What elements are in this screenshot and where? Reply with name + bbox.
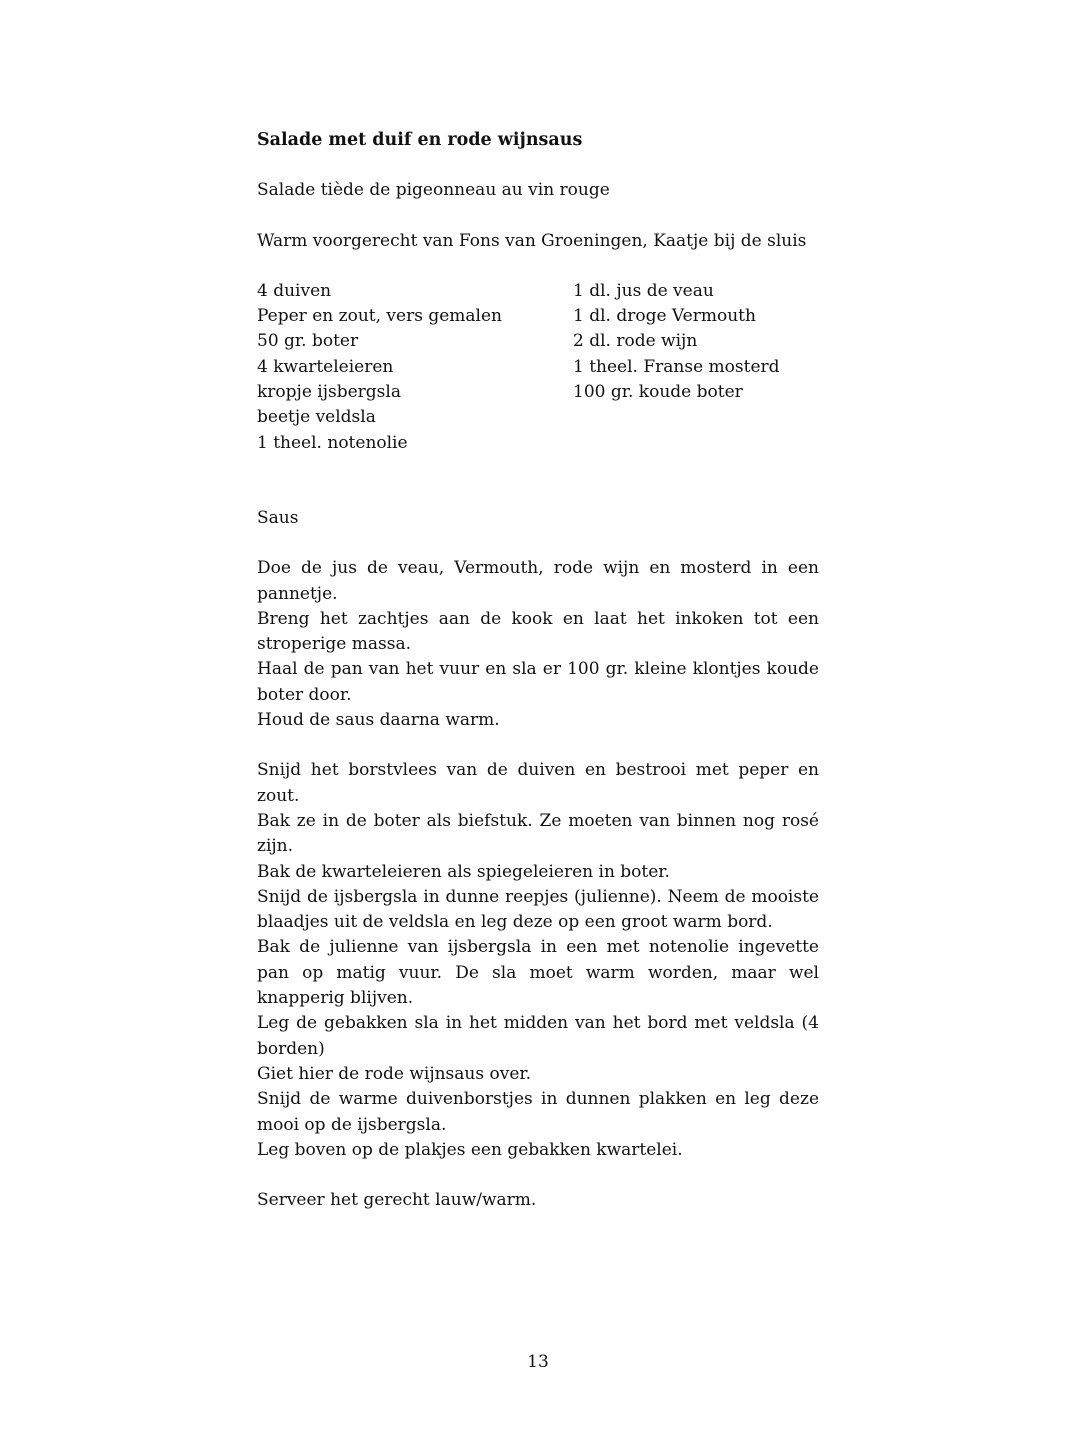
ingredient-item: Peper en zout, vers gemalen <box>257 306 502 327</box>
recipe-attribution: Warm voorgerecht van Fons van Groeningen, Kaatje bij de sluis <box>257 230 807 251</box>
ingredient-item: 1 theel. Franse mosterd <box>573 356 780 377</box>
ingredient-item: 100 gr. koude boter <box>573 382 743 403</box>
ingredient-item: beetje veldsla <box>257 407 376 428</box>
instruction-step: Houd de saus daarna warm. <box>257 710 500 731</box>
instruction-step: Bak de julienne van ijsbergsla in een met notenolie ingevette pan op matig vuur. De sla moet warm worden, maar wel knapperig blijven. <box>257 937 819 1009</box>
ingredient-item: 1 dl. droge Vermouth <box>573 306 756 327</box>
instruction-step: Doe de jus de veau, Vermouth, rode wijn en mosterd in een pannetje. <box>257 558 819 604</box>
serving-note: Serveer het gerecht lauw/warm. <box>257 1190 537 1211</box>
recipe-title: Salade met duif en rode wijnsaus <box>257 130 583 150</box>
recipe-subtitle: Salade tiède de pigeonneau au vin rouge <box>257 180 610 201</box>
instruction-step: Snijd de ijsbergsla in dunne reepjes (julienne). Neem de mooiste blaadjes uit de veldsla en leg deze op een groot warm bord. <box>257 886 819 933</box>
ingredient-item: 50 gr. boter <box>257 331 359 352</box>
instruction-step: Bak de kwarteleieren als spiegeleieren in boter. <box>257 861 670 882</box>
recipe-content <box>257 128 819 1213</box>
ingredient-item: 4 kwarteleieren <box>257 356 394 377</box>
sauce-instructions <box>257 556 819 733</box>
ingredient-item: 2 dl. rode wijn <box>573 331 698 352</box>
instruction-step: Snijd de warme duivenborstjes in dunnen plakken en leg deze mooi op de ijsbergsla. <box>257 1089 819 1135</box>
ingredients-right-column <box>573 279 819 456</box>
ingredients-left-column <box>257 279 573 456</box>
instruction-step: Bak ze in de boter als biefstuk. Ze moeten van binnen nog rosé zijn. <box>257 810 819 857</box>
sauce-heading: Saus <box>257 507 299 528</box>
page-number: 13 <box>527 1352 549 1372</box>
instruction-step: Snijd het borstvlees van de duiven en bestrooi met peper en zout. <box>257 760 819 806</box>
ingredient-item: 1 theel. notenolie <box>257 432 408 453</box>
main-instructions <box>257 758 819 1163</box>
ingredient-item: 1 dl. jus de veau <box>573 280 714 301</box>
ingredient-item: 4 duiven <box>257 280 332 301</box>
instruction-step: Giet hier de rode wijnsaus over. <box>257 1063 532 1084</box>
ingredient-item: kropje ijsbergsla <box>257 382 401 403</box>
instruction-step: Breng het zachtjes aan de kook en laat het inkoken tot een stroperige massa. <box>257 608 819 655</box>
instruction-step: Haal de pan van het vuur en sla er 100 gr. kleine klontjes koude boter door. <box>257 659 819 705</box>
ingredients-list <box>257 279 819 456</box>
instruction-step: Leg boven op de plakjes een gebakken kwartelei. <box>257 1139 683 1160</box>
instruction-step: Leg de gebakken sla in het midden van het bord met veldsla (4 borden) <box>257 1013 819 1059</box>
